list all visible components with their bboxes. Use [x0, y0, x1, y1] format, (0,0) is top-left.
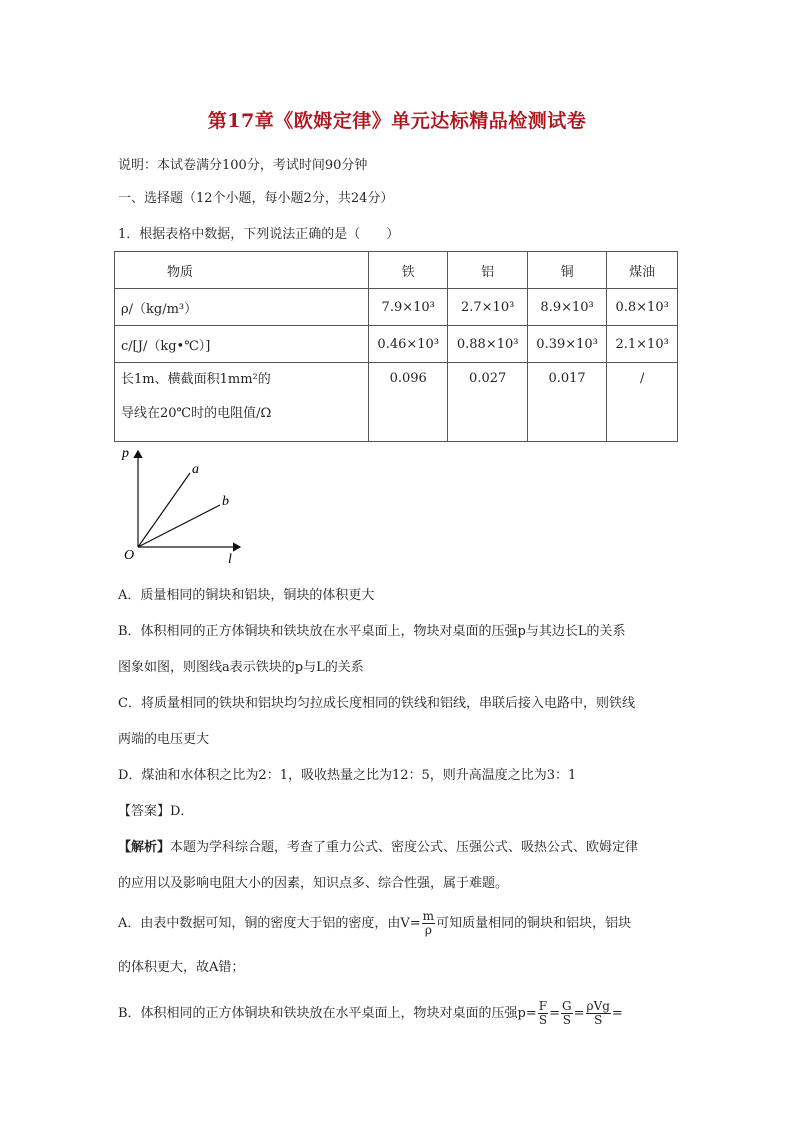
- table-cell: 0.017: [527, 363, 606, 442]
- table-row-label: [115, 363, 369, 442]
- fraction-numerator: ρVg: [586, 999, 610, 1013]
- graph-line-b: [138, 505, 220, 547]
- table-row-label: c/[J/（kg•℃）]: [115, 326, 369, 363]
- section-heading: 一、选择题（12个小题，每小题2分，共24分）: [118, 191, 394, 206]
- p-l-graph: [118, 443, 248, 568]
- option-c-line2: 两端的电压更大: [118, 732, 210, 747]
- analysis-a-post: 可知质量相同的铜块和铝块，铝块: [436, 916, 632, 931]
- equals-sign: =: [611, 1006, 623, 1021]
- table-header-cell: 煤油: [607, 252, 678, 289]
- fraction-denominator: S: [538, 1013, 548, 1027]
- table-cell: 0.39×10³: [527, 326, 606, 363]
- analysis-text: 本题为学科综合题，考查了重力公式、密度公式、压强公式、吸热公式、欧姆定律: [170, 840, 639, 855]
- analysis-a-pre: A．由表中数据可知，铜的密度大于铝的密度，由V=: [118, 916, 421, 931]
- equals-sign: =: [549, 1006, 561, 1021]
- equals-sign: =: [573, 1006, 585, 1021]
- option-c-line1: C．将质量相同的铁块和铝块均匀拉成长度相同的铁线和铝线，串联后接入电路中，则铁线: [118, 696, 635, 711]
- table-row-label: ρ/（kg/m³）: [115, 289, 369, 326]
- fraction-numerator: G: [562, 999, 572, 1013]
- table-header-row: [115, 252, 678, 289]
- fraction-denominator: S: [594, 1013, 603, 1027]
- table-header-cell: 铜: [527, 252, 606, 289]
- fraction-f-over-s: [538, 1000, 548, 1027]
- question-1: 1．根据表格中数据，下列说法正确的是（ ）: [118, 227, 400, 242]
- table-header-cell: 物质: [115, 252, 369, 289]
- option-b-line2: 图象如图，则图线a表示铁块的p与L的关系: [118, 660, 364, 675]
- table-cell: 7.9×10³: [369, 289, 448, 326]
- data-table: [114, 251, 678, 442]
- y-axis-label: p: [122, 446, 129, 461]
- line-b-label: b: [222, 494, 229, 509]
- table-row: [115, 289, 678, 326]
- table-row: [115, 363, 678, 442]
- origin-label: O: [124, 548, 135, 563]
- fraction-m-over-rho: [422, 910, 435, 937]
- line-a-label: a: [192, 462, 199, 477]
- analysis-line2: 的应用以及影响电阻大小的因素，知识点多、综合性强，属于难题。: [118, 876, 509, 891]
- table-row-label-line: 导线在20℃时的电阻值/Ω: [121, 406, 272, 421]
- fraction-g-over-s: [561, 1000, 573, 1027]
- table-cell: 8.9×10³: [527, 289, 606, 326]
- table-header-cell: 铁: [369, 252, 448, 289]
- analysis-b-pre: B．体积相同的正方体铜块和铁块放在水平桌面上，物块对桌面的压强p=: [118, 1006, 537, 1021]
- table-cell: 0.096: [369, 363, 448, 442]
- analysis-label: 【解析】: [118, 840, 171, 855]
- fraction-denominator: S: [562, 1013, 571, 1027]
- fraction-denominator: ρ: [424, 923, 432, 937]
- x-axis-label: l: [228, 552, 232, 567]
- option-a: A．质量相同的铜块和铝块，铜块的体积更大: [118, 588, 375, 603]
- option-b-line1: B．体积相同的正方体铜块和铁块放在水平桌面上，物块对桌面的压强p与其边长L的关系: [118, 624, 626, 639]
- analysis-line1: [118, 838, 638, 858]
- analysis-b-line1: [118, 1000, 623, 1027]
- table-cell: 0.88×10³: [448, 326, 527, 363]
- option-d: D．煤油和水体积之比为2：1，吸收热量之比为12：5，则升高温度之比为3：1: [118, 768, 577, 783]
- analysis-a-line1: [118, 910, 631, 937]
- page-title: 第17章《欧姆定律》单元达标精品检测试卷: [207, 110, 587, 132]
- table-cell: 2.7×10³: [448, 289, 527, 326]
- table-cell: /: [607, 363, 678, 442]
- answer: 【答案】D．: [118, 804, 194, 819]
- table-cell: 0.8×10³: [607, 289, 678, 326]
- exam-note: 说明：本试卷满分100分，考试时间90分钟: [118, 158, 368, 173]
- table-cell: 0.46×10³: [369, 326, 448, 363]
- table-header-cell: 铝: [448, 252, 527, 289]
- graph-line-a: [138, 473, 190, 547]
- table-row-label-line: 长1m、横截面积1mm²的: [121, 372, 271, 387]
- table-row: [115, 326, 678, 363]
- fraction-rhovg-over-s: [586, 1000, 611, 1027]
- analysis-a-line2: 的体积更大，故A错；: [118, 960, 245, 975]
- fraction-numerator: F: [538, 999, 548, 1013]
- table-cell: 2.1×10³: [607, 326, 678, 363]
- fraction-numerator: m: [422, 909, 435, 923]
- table-cell: 0.027: [448, 363, 527, 442]
